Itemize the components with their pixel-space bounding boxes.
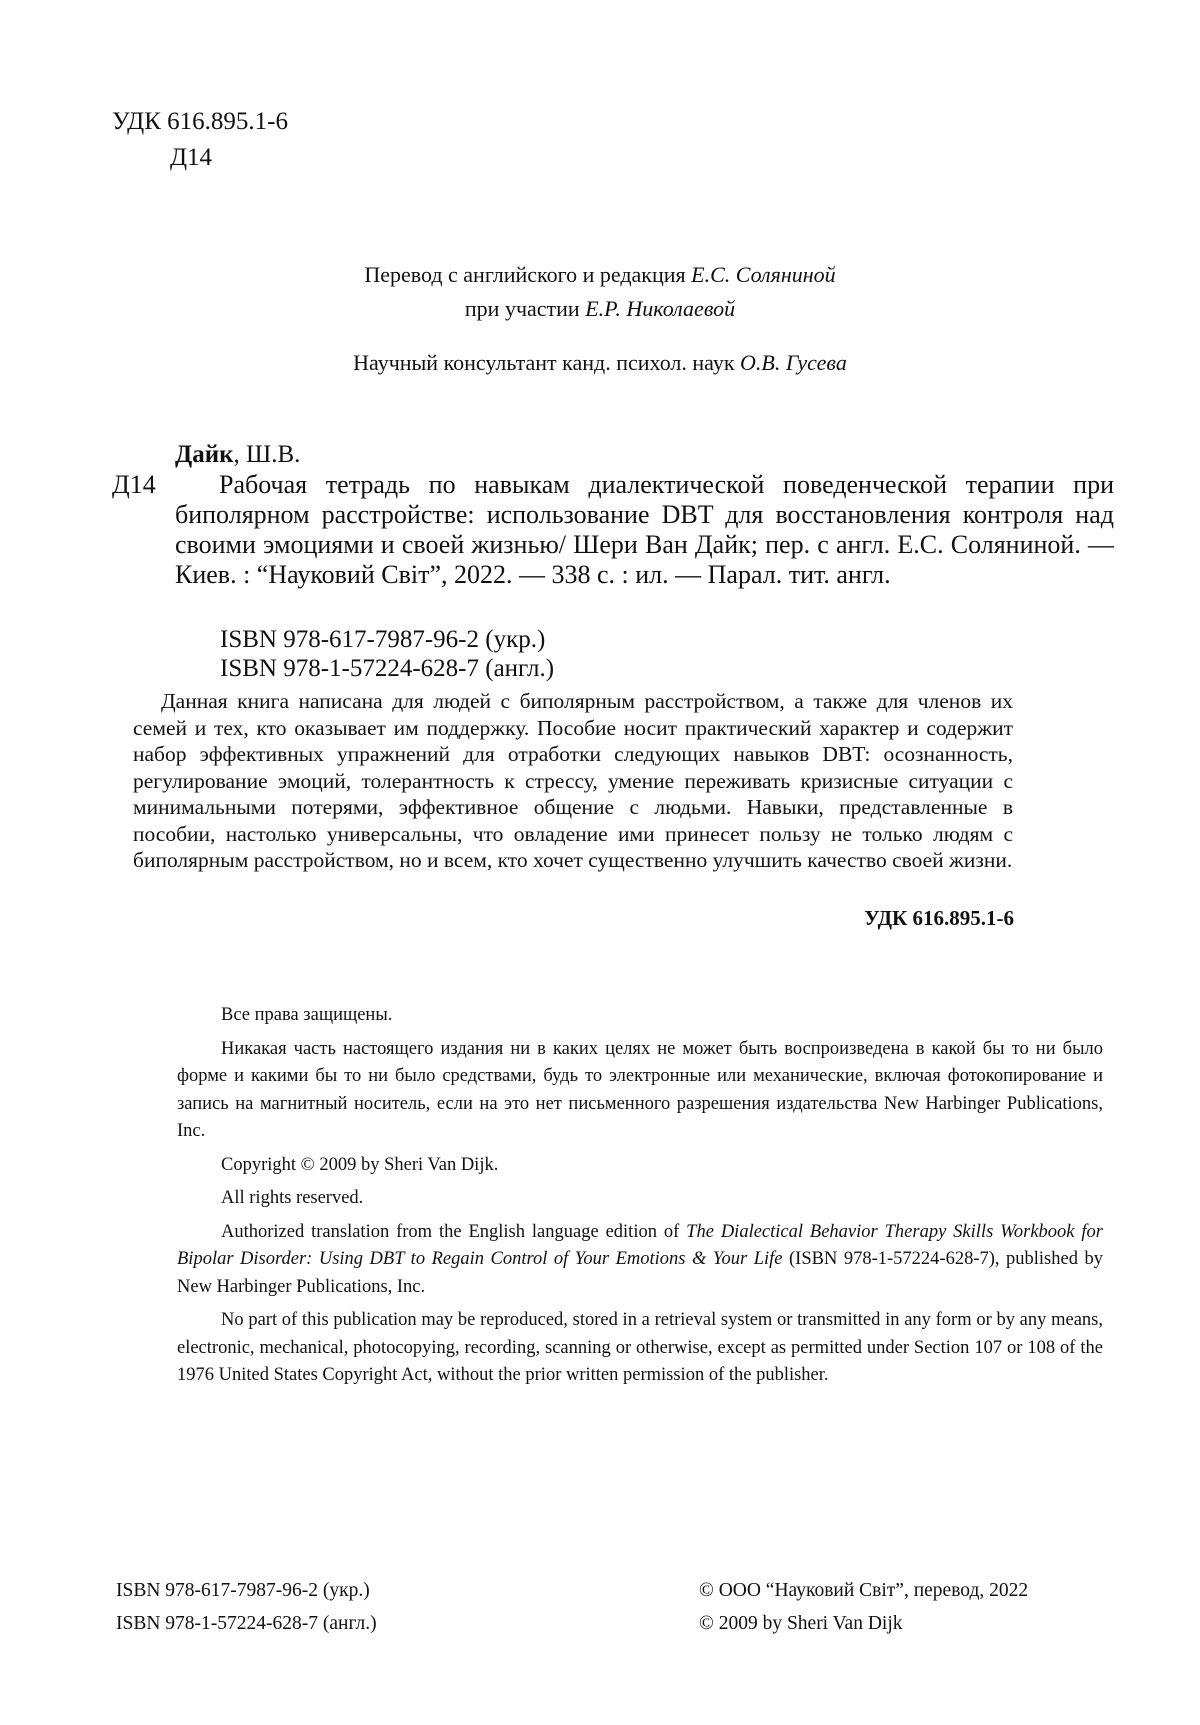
- footer-isbn-ukr: ISBN 978-617-7987-96-2 (укр.): [116, 1580, 370, 1601]
- translator-line: [0, 258, 1200, 292]
- catalog-entry-text: Рабочая тетрадь по навыкам диалектической поведенческой терапии при биполярном расстройстве: использование DBT для восстановления контроля над своими эмоциями и своей жизнью/ Шери Ван Дайк; пер. с англ. Е.С. Соляниной. — Киев. : “Науковий Світ”, 2022. — 338 с. : ил. — Парал. тит. англ.: [175, 470, 1114, 589]
- authorized-translation: [177, 1219, 1103, 1302]
- footer-isbn-eng: ISBN 978-1-57224-628-7 (англ.): [116, 1613, 377, 1634]
- footer-copyright: [699, 1574, 1028, 1640]
- consultant-name: О.В. Гусева: [740, 350, 847, 375]
- authorized-prefix: Authorized translation from the English language edition of: [221, 1221, 687, 1242]
- translator-prefix: Перевод с английского и редакция: [364, 262, 692, 287]
- bbk-code: Д14: [170, 144, 213, 171]
- author-initials: , Ш.В.: [233, 441, 301, 468]
- consultant-prefix: Научный консультант канд. психол. наук: [353, 350, 741, 375]
- abstract-text: Данная книга написана для людей с биполярным расстройством, а также для членов их семей и тех, кто оказывает им поддержку. Пособие носит практический характер и содержит набор эффективных упражнений для отработки следующих навыков DBT: осознанность, регулирование эмоций, толерантность к стрессу, умение переживать кризисные ситуации с минимальными потерями, эффективное общение с людьми. Навыки, представленные в пособии, настолько универсальны, что овладение ими принесет пользу не только людям с биполярным расстройством, но и всем, кто хочет существенно улучшить качество своей жизни.: [133, 689, 1013, 872]
- translator-name: Е.С. Соляниной: [691, 262, 836, 287]
- catalog-isbn-eng: ISBN 978-1-57224-628-7 (англ.): [220, 655, 555, 682]
- catalog-author: [175, 438, 300, 472]
- all-rights-en: All rights reserved.: [221, 1188, 364, 1208]
- rights-section: [177, 1002, 1103, 1396]
- co-translator-prefix: при участии: [464, 296, 586, 321]
- copyright-line: Copyright © 2009 by Sheri Van Dijk.: [221, 1154, 499, 1175]
- footer-copyright-original: © 2009 by Sheri Van Dijk: [699, 1613, 903, 1634]
- all-rights-ru: Все права защищены.: [221, 1005, 393, 1025]
- co-translator-name: Е.Р. Николаевой: [585, 296, 736, 321]
- footer-copyright-translation: © ООО “Науковий Світ”, перевод, 2022: [699, 1580, 1029, 1601]
- co-translator-line: [0, 292, 1200, 326]
- udk-block: [112, 104, 288, 176]
- udk-code: УДК 616.895.1-6: [112, 108, 288, 135]
- original-title: The Dialectical Behavior Therapy Skills Workbook for Bipolar Disorder: Using DBT to Regain Control of Your Emotions & Your Life: [177, 1221, 1103, 1269]
- abstract-udk: УДК 616.895.1-6: [864, 906, 1014, 930]
- abstract: [133, 688, 1013, 874]
- notice-en: No part of this publication may be reproduced, stored in a retrieval system or transmitted in any form or by any means, electronic, mechanical, photocopying, recording, scanning or otherwise, except as permitted under Section 107 or 108 of the 1976 United States Copyright Act, without the prior written permission of the publisher.: [177, 1310, 1103, 1385]
- catalog-isbn-ukr: ISBN 978-617-7987-96-2 (укр.): [220, 626, 546, 653]
- authorized-suffix: (ISBN 978-1-57224-628-7), published by New Harbinger Publications, Inc.: [177, 1249, 1103, 1297]
- footer-isbn: [116, 1574, 377, 1640]
- consultant-line: [0, 346, 1200, 380]
- catalog-isbn-list: [220, 625, 554, 683]
- translation-credits: [0, 258, 1200, 326]
- catalog-code: Д14: [112, 470, 156, 499]
- catalog-entry: [112, 470, 1114, 590]
- notice-ru: Никакая часть настоящего издания ни в каких целях не может быть воспроизведена в какой бы то ни было форме и какими бы то ни было средствами, будь то электронные или механические, включая фотокопирование и запись на магнитный носитель, если на это нет письменного разрешения издательства New Harbinger Publications, Inc.: [177, 1038, 1103, 1141]
- author-surname: Дайк: [175, 441, 234, 468]
